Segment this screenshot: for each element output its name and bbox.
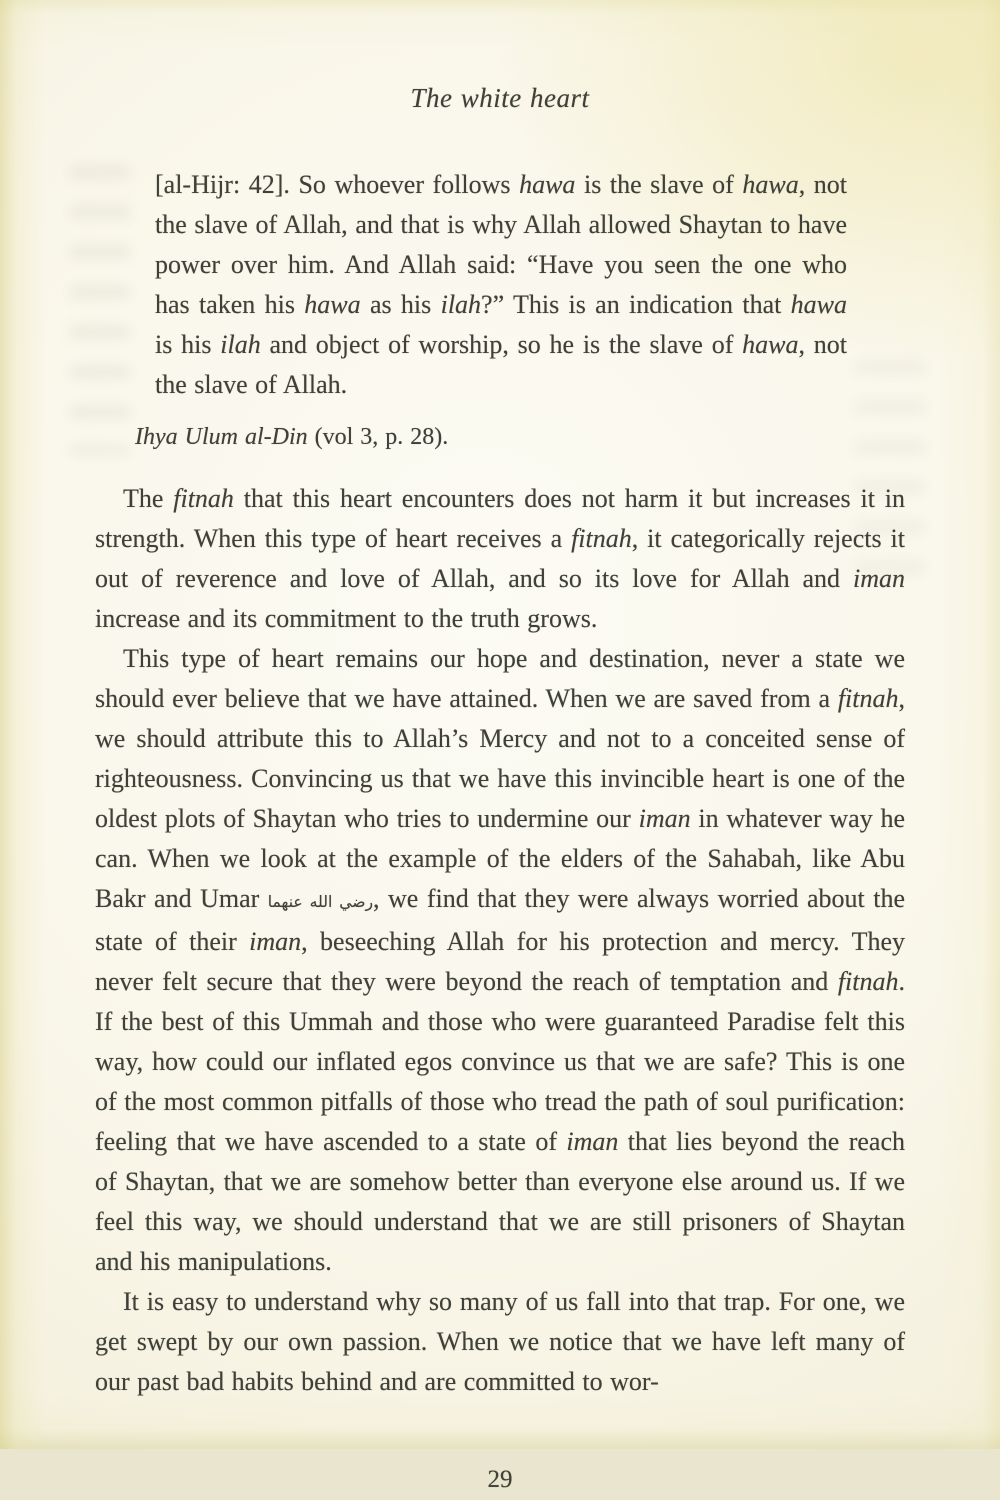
text-segment: that lies beyond the reach of Shaytan, that we are somehow better than everyone else around us. If we feel this way, we should understand that we are still prisoners of Shaytan and his manipulations.	[95, 1127, 905, 1276]
italic-term: ilah	[220, 330, 261, 359]
italic-term: iman	[249, 927, 302, 956]
honorific-arabic: رضي الله عنهما	[267, 893, 374, 911]
text-segment: in whatever way he can. When we look at the example of the elders of the Sahabah, like Abu Bakr and Umar	[95, 804, 906, 913]
text-segment: , beseeching Allah for his protection and mercy. They never felt secure that they were beyond the reach of temptation and	[95, 927, 906, 996]
text-segment: [al-Hijr: 42]. So whoever follows	[155, 170, 520, 199]
italic-term: hawa	[304, 290, 361, 319]
text-segment: , not the slave of Allah.	[155, 330, 847, 399]
page-number: 29	[487, 1466, 513, 1493]
paragraph-easy-to-understand	[95, 1282, 905, 1402]
italic-term: hawa	[742, 170, 799, 199]
text-segment: is the slave of	[575, 170, 743, 199]
italic-term: Ihya Ulum al-Din	[135, 424, 308, 450]
text-segment: . If the best of this Ummah and those who were guaranteed Paradise felt this way, how could our inflated egos convince us that we are safe? This is one of the most common pitfalls of those who tread the path of soul purification: feeling that we have ascended to a state of	[95, 967, 905, 1156]
italic-term: hawa	[742, 330, 799, 359]
text-segment: is his	[155, 330, 221, 359]
italic-term: iman	[566, 1127, 619, 1156]
text-segment: as his	[360, 290, 441, 319]
text-segment: The	[123, 484, 174, 513]
italic-term: iman	[853, 564, 905, 593]
italic-term: fitnah	[571, 524, 632, 553]
italic-term: fitnah	[837, 684, 899, 713]
text-segment: , we should attribute this to Allah’s Mercy and not to a conceited sense of righteousness. Convincing us that we have this invincible heart is one of the oldest plots of Shaytan who tries to undermine our	[95, 684, 905, 833]
text-segment: (vol 3, p. 28).	[307, 424, 449, 450]
paragraph-hope-and-destination	[95, 639, 905, 1282]
text-segment: , it categorically rejects it out of reverence and love of Allah, and so its love for Allah and	[95, 524, 905, 593]
paragraph-fitnah-encounter	[95, 479, 905, 639]
quote-citation	[135, 417, 905, 457]
italic-term: hawa	[790, 290, 847, 319]
text-segment: ?” This is an indication that	[481, 290, 791, 319]
italic-term: fitnah	[173, 484, 234, 513]
block-quote	[155, 165, 847, 405]
text-segment: This type of heart remains our hope and destination, never a state we should ever believe that we have attained. When we are saved from a	[95, 644, 905, 713]
italic-term: iman	[638, 804, 691, 833]
italic-term: fitnah	[837, 967, 899, 996]
italic-term: ilah	[440, 290, 482, 319]
italic-term: hawa	[519, 170, 576, 199]
text-segment: that this heart encounters does not harm it but increases it in strength. When this type of heart receives a	[95, 484, 906, 553]
text-segment: and object of worship, so he is the slave of	[260, 330, 743, 359]
text-segment: , not the slave of Allah, and that is why Allah allowed Shaytan to have power over him. And Allah said: “Have you seen the one who has taken his	[155, 170, 847, 319]
text-segment: , we find that they were always worried about the state of their	[95, 884, 906, 956]
text-segment: It is easy to understand why so many of us fall into that trap. For one, we get swept by our own passion. When we notice that we have left many of our past bad habits behind and are committed to wor-	[95, 1287, 905, 1396]
page-content	[95, 0, 905, 1500]
running-header: The white heart	[410, 83, 590, 113]
text-segment: increase and its commitment to the truth grows.	[95, 604, 598, 633]
